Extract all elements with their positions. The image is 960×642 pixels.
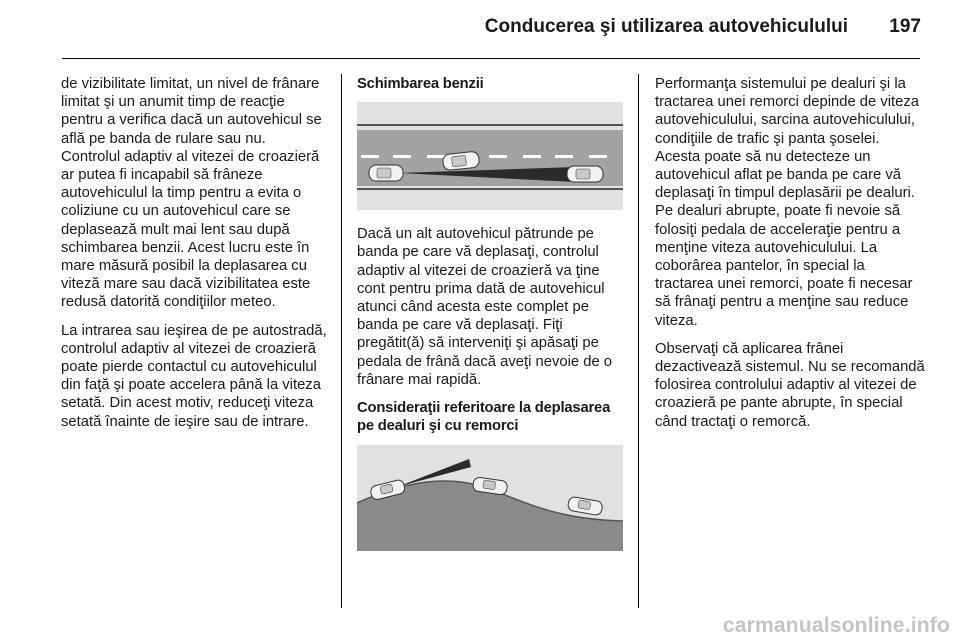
merging-car-icon — [442, 151, 479, 171]
own-car-icon — [369, 165, 403, 181]
column-divider-1 — [341, 74, 342, 608]
downhill-car-icon — [567, 497, 603, 517]
lane-change-illustration — [357, 102, 623, 210]
section-heading-hills-trailers: Consideraţii referitoare la deplasarea pe dealuri şi cu remorci — [357, 400, 611, 435]
column1-paragraph-2: La intrarea sau ieşirea de pe autostradă, controlul adaptiv al vitezei de croazieră poate pierde contactul cu autovehiculul din faţă şi poate accelera până la viteza setată. Din acest motiv, reduceţi viteza setată înainte de ieşire sau de intrare. — [61, 322, 327, 430]
lane-change-paragraph: Dacă un alt autovehicul pătrunde pe banda pe care vă deplasaţi, controlul adaptiv al vitezei de croazieră va ţine cont pentru prima dată de autovehicul atunci când acesta este complet pe banda pe care vă deplasaţi. Fiţi pregătit(ă) să interveniţi şi apăsaţi pe pedala de frână dacă aveţi nevoie de o frânare mai rapidă. — [357, 226, 613, 388]
column-divider-2 — [638, 74, 639, 608]
column3-paragraph-1: Performanţa sistemului pe dealuri şi la tractarea unei remorci depinde de viteza autovehiculului, sarcina autovehiculului, condiţiile de trafic şi panta şoselei. Acesta poate să nu detecteze un autovehicul aflat pe banda pe care vă deplasaţi în timpul deplasării pe dealuri. Pe dealuri abrupte, poate fi nevoie să folosiţi pedala de acceleraţie pentru a menţine viteza autovehiculului. La coborârea pantelor, în special la tractarea unei remorci, poate fi necesar să frânaţi pentru a menţine sau reduce viteza. — [655, 76, 920, 329]
hills-illustration — [357, 445, 623, 551]
column-3 — [655, 75, 925, 441]
column-1 — [61, 75, 329, 441]
header-rule — [62, 58, 920, 59]
watermark: carmanualsonline.info — [722, 614, 950, 637]
section-heading-lane-change: Schimbarea benzii — [357, 76, 484, 92]
page-number: 197 — [889, 16, 921, 37]
column3-paragraph-2: Observaţi că aplicarea frânei dezactivează sistemul. Nu se recomandă folosirea controlului adaptiv al vitezei de croazieră pe pante abrupte, în special când tractaţi o remorcă. — [655, 340, 925, 430]
page-header-title: Conducerea şi utilizarea autovehiculului — [484, 16, 848, 37]
column-2 — [357, 75, 627, 551]
leading-car-icon — [567, 166, 603, 182]
column1-paragraph-1: de vizibilitate limitat, un nivel de frânare limitat şi un anumit timp de reacţie pentru a verifica dacă un autovehicul se află pe banda de rulare sau nu. Controlul adaptiv al vitezei de croazieră ar putea fi incapabil să frâneze autovehiculul la timp pentru a evita o coliziune cu un autovehicul care se deplasează mult mai lent sau după schimbarea benzii. Acest lucru este în mare măsură posibil la deplasarea cu viteză mare sau dacă vizibilitatea este redusă datorită condiţiilor meteo. — [61, 76, 322, 311]
